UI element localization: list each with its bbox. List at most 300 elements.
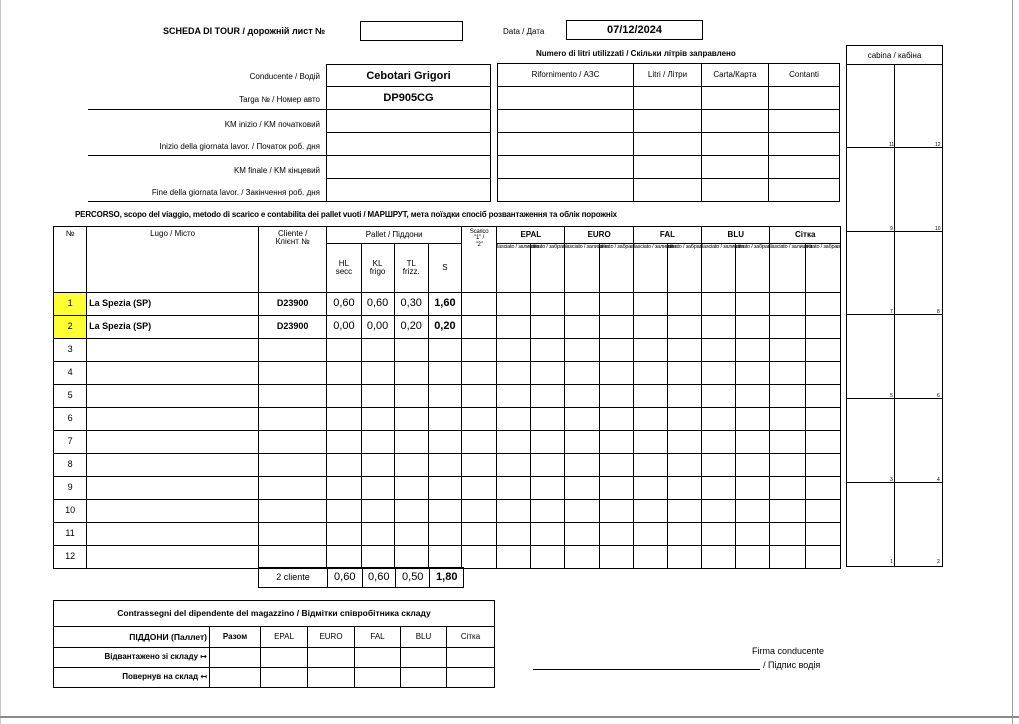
- group-euro: EURO: [565, 227, 633, 244]
- row-cell[interactable]: [565, 408, 599, 431]
- row-client[interactable]: [259, 408, 327, 431]
- row-cell[interactable]: [805, 500, 840, 523]
- row-cell[interactable]: [599, 408, 633, 431]
- row-cell[interactable]: [497, 454, 531, 477]
- row-cell[interactable]: [805, 316, 840, 339]
- row-s[interactable]: 1,60: [428, 293, 461, 316]
- row-s[interactable]: [428, 431, 461, 454]
- row-cell[interactable]: [702, 316, 736, 339]
- row-cell[interactable]: [633, 431, 667, 454]
- row-cell[interactable]: [736, 339, 770, 362]
- row-cell[interactable]: [770, 523, 805, 546]
- warehouse-cell[interactable]: [261, 648, 308, 668]
- signature-label: Firma conducente: [752, 646, 825, 656]
- row-tl[interactable]: [394, 454, 428, 477]
- row-cell[interactable]: [461, 339, 496, 362]
- row-cell[interactable]: [497, 431, 531, 454]
- row-cell[interactable]: [633, 339, 667, 362]
- row-cell[interactable]: [770, 362, 805, 385]
- row-hl[interactable]: 0,60: [327, 293, 361, 316]
- row-cell[interactable]: [497, 523, 531, 546]
- row-kl[interactable]: [361, 385, 394, 408]
- fuel-cell[interactable]: [634, 87, 702, 110]
- table-row: [54, 385, 841, 408]
- row-cell[interactable]: [702, 339, 736, 362]
- fuel-cell[interactable]: [702, 110, 769, 133]
- fuel-cell[interactable]: [498, 87, 634, 110]
- row-cell[interactable]: [736, 385, 770, 408]
- row-cell[interactable]: [633, 316, 667, 339]
- fuel-cell[interactable]: [702, 156, 769, 179]
- row-cell[interactable]: [497, 546, 531, 569]
- row-client[interactable]: [259, 477, 327, 500]
- row-place[interactable]: [87, 385, 259, 408]
- row-tl[interactable]: [394, 362, 428, 385]
- row-number: 5: [54, 385, 87, 408]
- row-client[interactable]: D23900: [259, 293, 327, 316]
- warehouse-row-shipped: Відвантажено зі складу ↦: [54, 648, 210, 668]
- warehouse-cell[interactable]: [401, 648, 447, 668]
- km-start-label: KM inizio / KM початковий: [224, 120, 320, 129]
- row-cell[interactable]: [599, 293, 633, 316]
- warehouse-col-total: Разом: [210, 627, 261, 648]
- row-cell[interactable]: [497, 339, 531, 362]
- group-epal: EPAL: [497, 227, 565, 244]
- workday-end-label: Fine della giornata lavor. / Закінчення роб. дня: [151, 188, 320, 197]
- row-cell[interactable]: [633, 362, 667, 385]
- table-row: [54, 546, 841, 569]
- sheet-number-field[interactable]: [360, 21, 463, 41]
- fuel-cell[interactable]: [769, 87, 840, 110]
- fuel-cell[interactable]: [634, 133, 702, 156]
- row-cell[interactable]: [633, 408, 667, 431]
- fuel-cell[interactable]: [702, 87, 769, 110]
- row-place[interactable]: [87, 339, 259, 362]
- row-tl[interactable]: [394, 500, 428, 523]
- row-s[interactable]: [428, 523, 461, 546]
- row-cell[interactable]: [667, 408, 701, 431]
- row-s[interactable]: [428, 454, 461, 477]
- row-cell[interactable]: [531, 500, 565, 523]
- row-cell[interactable]: [461, 362, 496, 385]
- row-cell[interactable]: [702, 293, 736, 316]
- km-end-label: KM finale / KM кінцевий: [233, 166, 320, 175]
- cabin-cell-number: 1: [890, 559, 893, 565]
- row-cell[interactable]: [702, 523, 736, 546]
- row-place[interactable]: La Spezia (SP): [87, 293, 259, 316]
- row-cell[interactable]: [531, 477, 565, 500]
- row-cell[interactable]: [633, 385, 667, 408]
- table-row: [54, 500, 841, 523]
- row-cell[interactable]: [770, 339, 805, 362]
- row-cell[interactable]: [667, 431, 701, 454]
- row-s[interactable]: [428, 477, 461, 500]
- fuel-cell[interactable]: [498, 110, 634, 133]
- row-cell[interactable]: [599, 500, 633, 523]
- date-field[interactable]: 07/12/2024: [566, 20, 703, 40]
- row-cell[interactable]: [736, 523, 770, 546]
- row-cell[interactable]: [461, 293, 496, 316]
- cabin-cell-number: 2: [937, 559, 940, 565]
- row-cell[interactable]: [805, 523, 840, 546]
- driver-line: [88, 155, 491, 156]
- row-cell[interactable]: [531, 339, 565, 362]
- row-tl[interactable]: 0,30: [394, 293, 428, 316]
- row-cell[interactable]: [770, 477, 805, 500]
- row-client[interactable]: D23900: [259, 316, 327, 339]
- cabin-cell-number: 5: [890, 393, 893, 399]
- row-cell[interactable]: [531, 316, 565, 339]
- row-s[interactable]: [428, 546, 461, 569]
- row-cell[interactable]: [461, 477, 496, 500]
- row-cell[interactable]: [599, 431, 633, 454]
- group-blu: BLU: [702, 227, 770, 244]
- row-client[interactable]: [259, 546, 327, 569]
- cabin-cell-number: 7: [890, 309, 893, 315]
- row-place[interactable]: [87, 523, 259, 546]
- row-cell[interactable]: [633, 523, 667, 546]
- fuel-cell[interactable]: [769, 156, 840, 179]
- fuel-cell[interactable]: [498, 133, 634, 156]
- row-tl[interactable]: [394, 523, 428, 546]
- cabin-cell-number: 6: [937, 393, 940, 399]
- row-kl[interactable]: [361, 431, 394, 454]
- row-cell[interactable]: [805, 293, 840, 316]
- row-cell[interactable]: [565, 362, 599, 385]
- row-cell[interactable]: [531, 385, 565, 408]
- row-tl[interactable]: [394, 546, 428, 569]
- row-tl[interactable]: [394, 431, 428, 454]
- row-place[interactable]: [87, 362, 259, 385]
- row-cell[interactable]: [531, 362, 565, 385]
- row-client[interactable]: [259, 431, 327, 454]
- row-cell[interactable]: [599, 546, 633, 569]
- row-cell[interactable]: [461, 454, 496, 477]
- row-cell[interactable]: [702, 408, 736, 431]
- fuel-cell[interactable]: [769, 179, 840, 202]
- row-cell[interactable]: [497, 362, 531, 385]
- row-cell[interactable]: [599, 316, 633, 339]
- totals-tl: 0,50: [395, 568, 430, 588]
- row-cell[interactable]: [736, 408, 770, 431]
- row-tl[interactable]: [394, 339, 428, 362]
- fuel-col-liters: Litri / Літри: [634, 64, 702, 87]
- row-cell[interactable]: [633, 546, 667, 569]
- row-cell[interactable]: [497, 408, 531, 431]
- cabin-row-line: [847, 482, 942, 483]
- row-hl[interactable]: [327, 546, 361, 569]
- row-cell[interactable]: [770, 431, 805, 454]
- row-kl[interactable]: 0,60: [361, 293, 394, 316]
- row-cell[interactable]: [770, 408, 805, 431]
- row-client[interactable]: [259, 385, 327, 408]
- route-col-client-line1: Cliente /: [278, 229, 308, 238]
- table-row: [54, 362, 841, 385]
- row-cell[interactable]: [770, 454, 805, 477]
- row-cell[interactable]: [702, 385, 736, 408]
- row-cell[interactable]: [770, 500, 805, 523]
- row-s[interactable]: [428, 385, 461, 408]
- row-hl[interactable]: [327, 385, 361, 408]
- row-cell[interactable]: [461, 431, 496, 454]
- row-hl[interactable]: [327, 339, 361, 362]
- row-kl[interactable]: [361, 362, 394, 385]
- row-tl[interactable]: [394, 477, 428, 500]
- row-client[interactable]: [259, 454, 327, 477]
- blu-right-header: ritirato / забрав: [736, 244, 770, 293]
- row-place[interactable]: [87, 431, 259, 454]
- row-s[interactable]: [428, 500, 461, 523]
- hl-line2: secc: [335, 267, 353, 276]
- row-cell[interactable]: [565, 523, 599, 546]
- row-cell[interactable]: [736, 316, 770, 339]
- row-place[interactable]: La Spezia (SP): [87, 316, 259, 339]
- row-cell[interactable]: [565, 339, 599, 362]
- row-cell[interactable]: [805, 454, 840, 477]
- sheet-title: SCHEDA DI TOUR / дорожній лист №: [163, 26, 326, 36]
- row-cell[interactable]: [599, 362, 633, 385]
- fuel-cell[interactable]: [702, 179, 769, 202]
- pallet-hl-header: [327, 244, 361, 293]
- row-cell[interactable]: [667, 362, 701, 385]
- row-hl[interactable]: [327, 523, 361, 546]
- row-client[interactable]: [259, 500, 327, 523]
- row-cell[interactable]: [461, 523, 496, 546]
- row-cell[interactable]: [565, 293, 599, 316]
- row-cell[interactable]: [599, 385, 633, 408]
- fuel-cell[interactable]: [498, 156, 634, 179]
- row-place[interactable]: [87, 408, 259, 431]
- row-cell[interactable]: [461, 408, 496, 431]
- row-tl[interactable]: 0,20: [394, 316, 428, 339]
- row-kl[interactable]: [361, 500, 394, 523]
- fuel-col-card: Carta/Карта: [702, 64, 769, 87]
- warehouse-cell[interactable]: [308, 668, 355, 688]
- warehouse-col-sitka: Сітка: [447, 627, 495, 648]
- row-kl[interactable]: 0,00: [361, 316, 394, 339]
- row-cell[interactable]: [599, 454, 633, 477]
- row-cell[interactable]: [565, 431, 599, 454]
- fuel-cell[interactable]: [634, 179, 702, 202]
- row-cell[interactable]: [497, 385, 531, 408]
- row-s[interactable]: [428, 339, 461, 362]
- driver-line: [326, 178, 491, 179]
- sitka-right-header: ritirato / забрав: [805, 244, 840, 293]
- warehouse-cell[interactable]: [447, 668, 495, 688]
- warehouse-cell[interactable]: [401, 668, 447, 688]
- cabin-divider: [894, 65, 895, 566]
- scarico-line3: "2": [475, 241, 483, 248]
- row-kl[interactable]: [361, 546, 394, 569]
- row-cell[interactable]: [531, 546, 565, 569]
- row-cell[interactable]: [565, 477, 599, 500]
- row-kl[interactable]: [361, 523, 394, 546]
- row-place[interactable]: [87, 477, 259, 500]
- row-cell[interactable]: [667, 293, 701, 316]
- route-col-scarico: [461, 227, 496, 293]
- row-kl[interactable]: [361, 339, 394, 362]
- warehouse-title: Contrassegni del dipendente del magazzino / Відмітки співробітника складу: [54, 601, 495, 627]
- row-number: 2: [54, 316, 87, 339]
- row-cell[interactable]: [702, 546, 736, 569]
- row-cell[interactable]: [736, 500, 770, 523]
- fuel-col-station: Rifornimento / АЗС: [498, 64, 634, 87]
- warehouse-col-epal: EPAL: [261, 627, 308, 648]
- fuel-cell[interactable]: [769, 133, 840, 156]
- row-kl[interactable]: [361, 408, 394, 431]
- row-cell[interactable]: [461, 500, 496, 523]
- row-cell[interactable]: [805, 385, 840, 408]
- row-cell[interactable]: [497, 477, 531, 500]
- row-cell[interactable]: [736, 454, 770, 477]
- row-cell[interactable]: [736, 546, 770, 569]
- row-cell[interactable]: [805, 546, 840, 569]
- row-cell[interactable]: [736, 362, 770, 385]
- row-s[interactable]: 0,20: [428, 316, 461, 339]
- row-place[interactable]: [87, 454, 259, 477]
- pallet-tl-header: [394, 244, 428, 293]
- row-cell[interactable]: [497, 316, 531, 339]
- row-cell[interactable]: [667, 523, 701, 546]
- row-cell[interactable]: [667, 546, 701, 569]
- row-cell[interactable]: [531, 408, 565, 431]
- route-table: [53, 226, 841, 569]
- route-col-place: Lugo / Місто: [87, 227, 259, 293]
- row-place[interactable]: [87, 546, 259, 569]
- row-cell[interactable]: [770, 316, 805, 339]
- row-hl[interactable]: [327, 454, 361, 477]
- row-cell[interactable]: [633, 500, 667, 523]
- row-cell[interactable]: [770, 546, 805, 569]
- row-cell[interactable]: [531, 523, 565, 546]
- row-cell[interactable]: [770, 385, 805, 408]
- route-col-pallet: Pallet / Піддони: [327, 227, 462, 244]
- row-client[interactable]: [259, 523, 327, 546]
- warehouse-cell[interactable]: [355, 648, 401, 668]
- row-cell[interactable]: [565, 316, 599, 339]
- cabin-panel: [846, 45, 943, 567]
- warehouse-cell[interactable]: [210, 668, 261, 688]
- row-cell[interactable]: [633, 477, 667, 500]
- fuel-cell[interactable]: [498, 179, 634, 202]
- row-cell[interactable]: [599, 523, 633, 546]
- row-kl[interactable]: [361, 477, 394, 500]
- row-cell[interactable]: [702, 362, 736, 385]
- row-cell[interactable]: [805, 362, 840, 385]
- warehouse-cell[interactable]: [308, 648, 355, 668]
- row-cell[interactable]: [805, 339, 840, 362]
- route-totals: [258, 567, 464, 588]
- row-cell[interactable]: [531, 293, 565, 316]
- row-cell[interactable]: [531, 431, 565, 454]
- row-cell[interactable]: [770, 293, 805, 316]
- row-cell[interactable]: [702, 454, 736, 477]
- fuel-title: Numero di litri utilizzati / Скільки літрів заправлено: [536, 49, 736, 58]
- row-cell[interactable]: [736, 477, 770, 500]
- row-cell[interactable]: [497, 500, 531, 523]
- row-place[interactable]: [87, 500, 259, 523]
- row-cell[interactable]: [461, 316, 496, 339]
- warehouse-cell[interactable]: [210, 648, 261, 668]
- row-cell[interactable]: [805, 477, 840, 500]
- warehouse-cell[interactable]: [261, 668, 308, 688]
- row-s[interactable]: [428, 408, 461, 431]
- row-tl[interactable]: [394, 408, 428, 431]
- row-cell[interactable]: [599, 339, 633, 362]
- kl-line2: frigo: [369, 267, 386, 276]
- row-cell[interactable]: [461, 546, 496, 569]
- row-s[interactable]: [428, 362, 461, 385]
- row-cell[interactable]: [565, 546, 599, 569]
- signature-line[interactable]: [533, 669, 760, 670]
- row-cell[interactable]: [667, 454, 701, 477]
- row-cell[interactable]: [805, 431, 840, 454]
- cabin-row-line: [847, 398, 942, 399]
- row-cell[interactable]: [461, 385, 496, 408]
- row-client[interactable]: [259, 339, 327, 362]
- hl-line1: HL: [338, 258, 350, 268]
- row-kl[interactable]: [361, 454, 394, 477]
- row-hl[interactable]: [327, 362, 361, 385]
- row-cell[interactable]: [667, 500, 701, 523]
- row-cell[interactable]: [667, 339, 701, 362]
- fuel-cell[interactable]: [769, 110, 840, 133]
- row-cell[interactable]: [736, 431, 770, 454]
- row-cell[interactable]: [667, 316, 701, 339]
- row-cell[interactable]: [736, 293, 770, 316]
- row-cell[interactable]: [702, 431, 736, 454]
- row-cell[interactable]: [531, 454, 565, 477]
- row-hl[interactable]: 0,00: [327, 316, 361, 339]
- totals-kl: 0,60: [362, 568, 395, 588]
- row-cell[interactable]: [497, 293, 531, 316]
- row-cell[interactable]: [633, 293, 667, 316]
- row-hl[interactable]: [327, 500, 361, 523]
- row-cell[interactable]: [667, 385, 701, 408]
- fuel-cell[interactable]: [702, 133, 769, 156]
- signature-label-ua: / Підпис водія: [763, 660, 821, 670]
- warehouse-cell[interactable]: [355, 668, 401, 688]
- row-hl[interactable]: [327, 477, 361, 500]
- row-cell[interactable]: [667, 477, 701, 500]
- driver-label: Conducente / Водій: [249, 72, 320, 81]
- row-hl[interactable]: [327, 408, 361, 431]
- row-client[interactable]: [259, 362, 327, 385]
- plate-value[interactable]: DP905CG: [383, 92, 434, 104]
- row-cell[interactable]: [805, 408, 840, 431]
- row-cell[interactable]: [565, 454, 599, 477]
- row-cell[interactable]: [599, 477, 633, 500]
- row-tl[interactable]: [394, 385, 428, 408]
- warehouse-col-blu: BLU: [401, 627, 447, 648]
- row-cell[interactable]: [565, 385, 599, 408]
- fuel-cell[interactable]: [634, 156, 702, 179]
- row-cell[interactable]: [702, 500, 736, 523]
- warehouse-row-returned: Повернув на склад ↤: [54, 668, 210, 688]
- cabin-cell-number: 10: [935, 226, 941, 232]
- table-row: [54, 293, 841, 316]
- row-hl[interactable]: [327, 431, 361, 454]
- row-number: 9: [54, 477, 87, 500]
- tl-line2: frizz.: [402, 267, 420, 276]
- warehouse-cell[interactable]: [447, 648, 495, 668]
- row-cell[interactable]: [633, 454, 667, 477]
- row-cell[interactable]: [565, 500, 599, 523]
- route-rows: [54, 293, 841, 569]
- row-cell[interactable]: [702, 477, 736, 500]
- driver-value[interactable]: Cebotari Grigori: [366, 70, 451, 82]
- fuel-cell[interactable]: [634, 110, 702, 133]
